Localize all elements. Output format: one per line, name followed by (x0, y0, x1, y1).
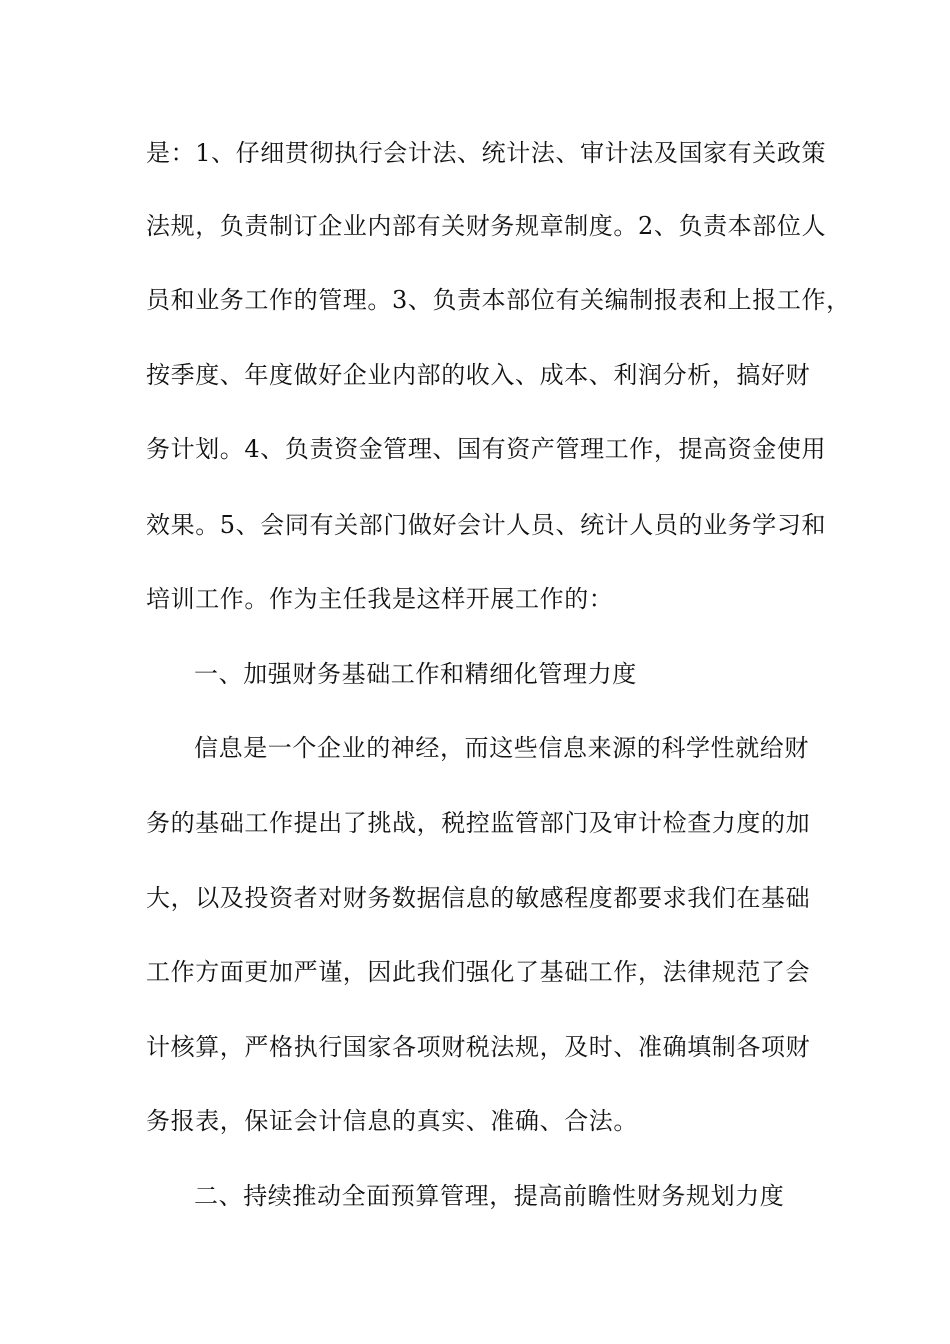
text-line: 计核算，严格执行国家各项财税法规，及时、准确填制各项财 (146, 1033, 811, 1061)
text-line: 是：1、仔细贯彻执行会计法、统计法、审计法及国家有关政策 (146, 139, 827, 167)
text-line: 法规，负责制订企业内部有关财务规章制度。2、负责本部位人 (146, 212, 827, 240)
text-line: 务计划。4、负责资金管理、国有资产管理工作，提高资金使用 (146, 435, 827, 463)
section-heading: 一、加强财务基础工作和精细化管理力度 (194, 660, 637, 688)
text-line: 按季度、年度做好企业内部的收入、成本、利润分析，搞好财 (146, 361, 811, 389)
text-line: 工作方面更加严谨，因此我们强化了基础工作，法律规范了会 (146, 958, 811, 986)
text-line: 大，以及投资者对财务数据信息的敏感程度都要求我们在基础 (146, 884, 811, 912)
text-line: 务报表，保证会计信息的真实、准确、合法。 (146, 1107, 638, 1135)
text-line: 务的基础工作提出了挑战，税控监管部门及审计检查力度的加 (146, 809, 811, 837)
text-line: 效果。5、会同有关部门做好会计人员、统计人员的业务学习和 (146, 511, 827, 539)
text-line: 员和业务工作的管理。3、负责本部位有关编制报表和上报工作， (146, 286, 851, 314)
paragraph-first-line: 信息是一个企业的神经，而这些信息来源的科学性就给财 (194, 734, 809, 762)
text-line: 培训工作。作为主任我是这样开展工作的： (146, 585, 614, 613)
section-heading: 二、持续推动全面预算管理，提高前瞻性财务规划力度 (194, 1182, 785, 1210)
